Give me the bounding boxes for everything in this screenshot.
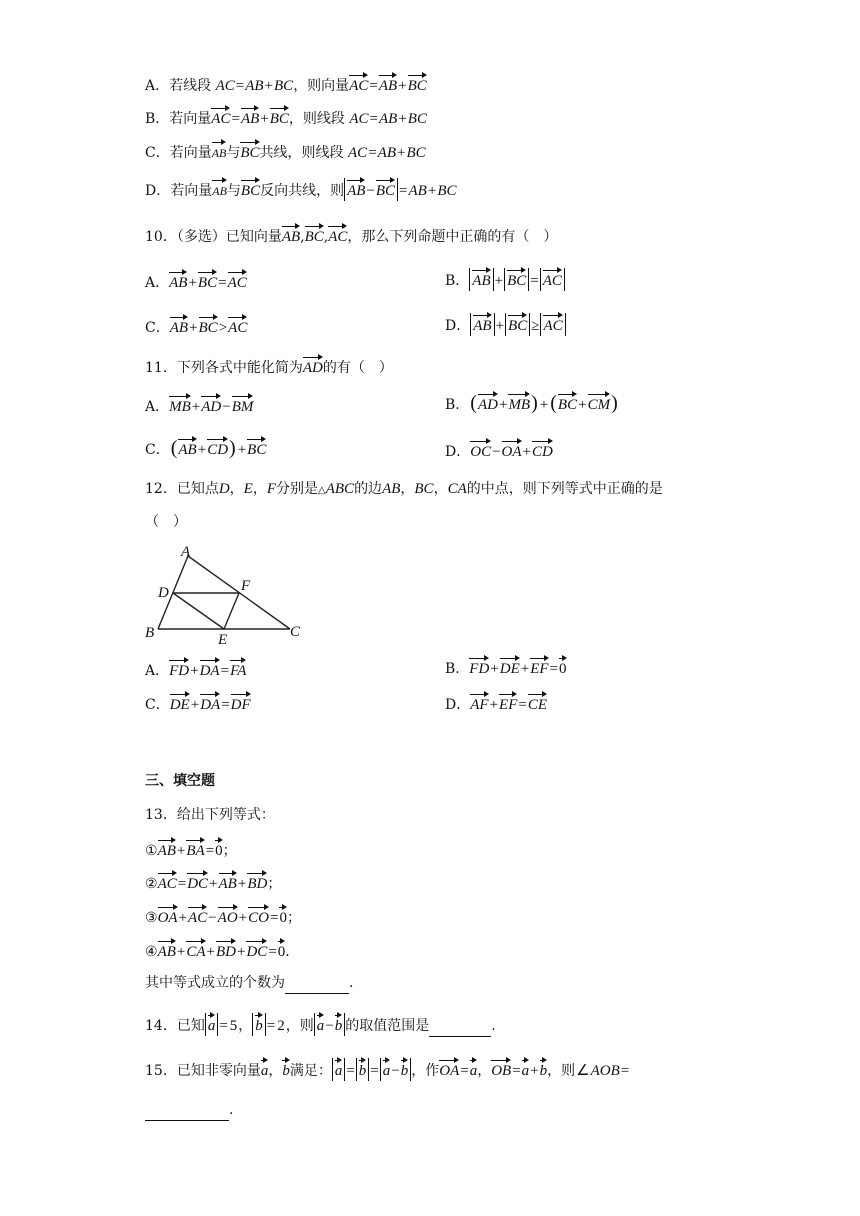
q10-option-c: C．AB+BC>AC (145, 315, 247, 338)
label-a: A (181, 544, 191, 560)
segment-ef (224, 593, 239, 629)
q12-paren: （ ） (145, 514, 187, 530)
triangle-lines (158, 556, 290, 629)
q13-eq1: ①AB+BA=0； (145, 838, 237, 861)
q9-option-b: B．若向量AC=AB+BC，则线段 AC=AB+BC (145, 106, 427, 129)
answer-blank-14[interactable] (429, 1016, 491, 1037)
section-title-fill-in: 三、填空题 (145, 773, 215, 789)
q12-option-b: B．FD+DE+EF=0 (445, 656, 567, 679)
q13-stem: 13．给出下列等式： (145, 807, 275, 823)
q9-option-a: A．若线段 AC=AB+BC，则向量AC=AB+BC (145, 73, 427, 96)
q12-stem: 12．已知点D，E，F分别是△ABC的边AB，BC，CA的中点，则下列等式中正确的是 (145, 481, 663, 497)
q10-stem: 10．（多选）已知向量AB,BC,AC，那么下列命题中正确的有（ ） (145, 224, 557, 247)
label-d: D (158, 585, 169, 601)
q9-option-c: C．若向量AB与BC共线，则线段 AC=AB+BC (145, 140, 426, 163)
q12-option-c: C．DE+DA=DF (145, 692, 251, 715)
q14-stem: 14．已知 a = 5， b = 2，则 a−b 的取值范围是 . (145, 1013, 496, 1037)
triangle-figure (140, 540, 310, 650)
q13-conclusion: 其中等式成立的个数为 . (145, 973, 353, 994)
q10-option-d: D． AB + BC ≥ AC (445, 313, 566, 336)
answer-blank-15[interactable] (145, 1100, 229, 1121)
q15-stem: 15．已知非零向量a，b满足： a = b = a−b ，作OA=a，OB=a+b，则∠AOB= (145, 1058, 630, 1081)
segment-de (173, 593, 224, 629)
q13-eq2: ②AC=DC+AB+BD； (145, 871, 281, 894)
label-e: E (218, 632, 228, 648)
q12-option-a: A．FD+DA=FA (145, 658, 246, 681)
q13-eq3: ③OA+AC−AO+CO=0； (145, 905, 301, 928)
q11-option-b: B．(AD+MB) + (BC+CM) (445, 392, 618, 414)
q12-option-d: D．AF+EF=CE (445, 692, 547, 715)
q13-eq4: ④AB+CA+BD+DC=0. (145, 939, 290, 962)
q9-option-d: D．若向量AB与BC反向共线，则 AB−BC =AB+BC (145, 178, 456, 201)
label-f: F (241, 578, 251, 594)
q10-option-b: B． AB + BC = AC (445, 268, 565, 291)
q11-option-c: C．(AB+CD) +BC (145, 437, 267, 459)
label-c: C (290, 624, 301, 640)
q11-stem: 11．下列各式中能化简为AD的有（ ） (145, 355, 393, 378)
q11-option-d: D．OC−OA+CD (445, 439, 553, 462)
q15-answer-line: . (145, 1100, 233, 1121)
label-b: B (145, 625, 155, 641)
q11-option-a: A．MB+AD−BM (145, 394, 253, 417)
answer-blank-13[interactable] (285, 973, 349, 994)
q10-option-a: A．AB+BC=AC (145, 270, 247, 293)
